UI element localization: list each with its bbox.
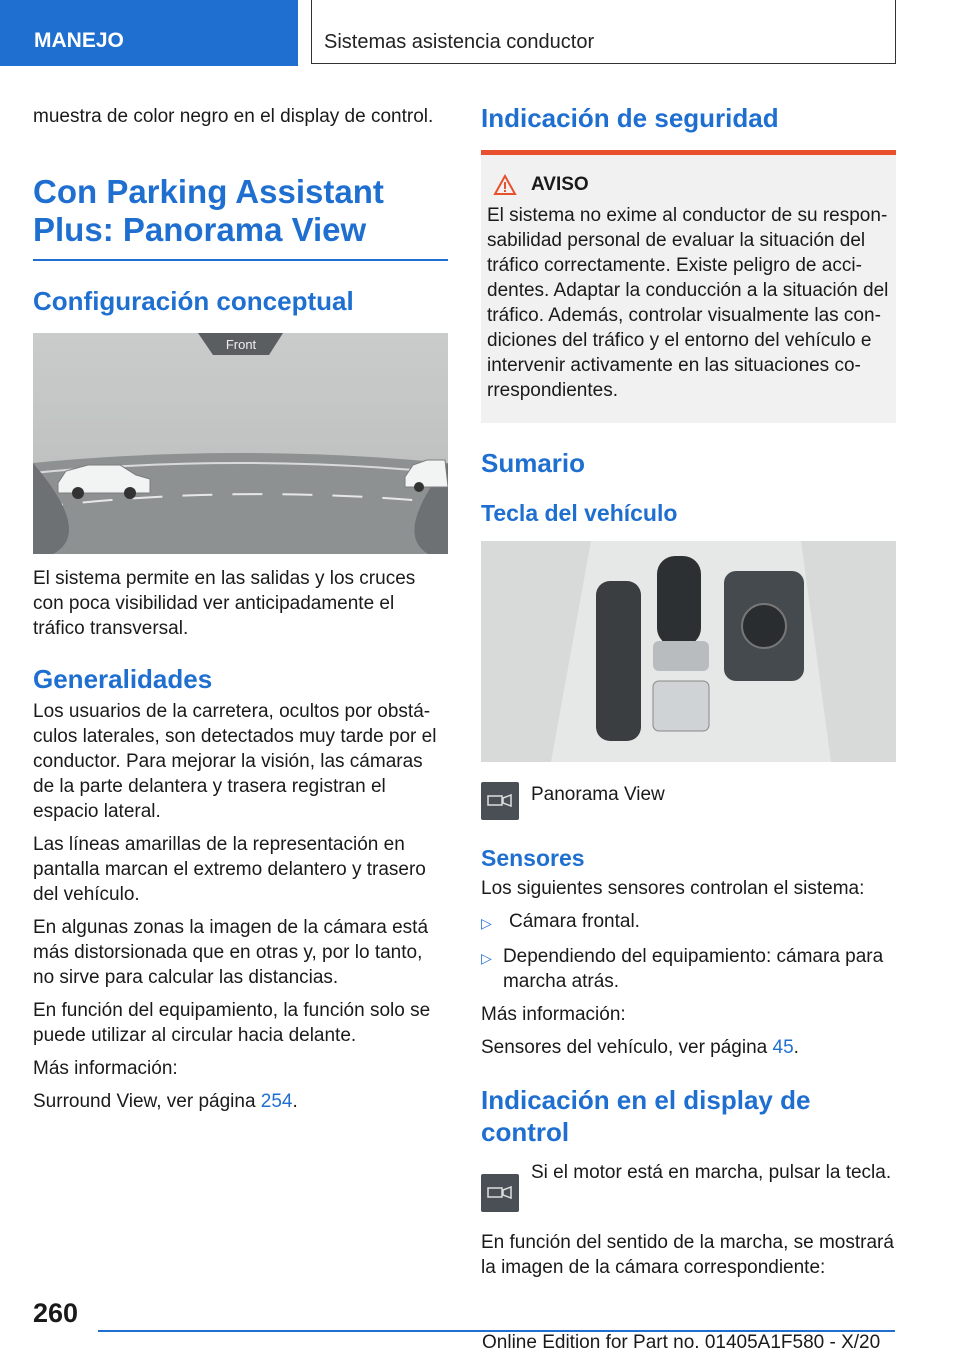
camera-view-illustration [33, 333, 448, 554]
more-info-label: Más información: [33, 1058, 178, 1079]
concept-text: El sistema permite en las salidas y los cruces con poca visibilidad ver anticipadamente el tráfico transversal. [33, 568, 416, 639]
section-tab: MANEJO [0, 0, 298, 66]
reference-line-right: Sensores del vehículo, ver página 45. [481, 1037, 799, 1058]
heading-vehicle-key: Tecla del vehículo [481, 500, 678, 526]
heading-sensors: Sensores [481, 845, 585, 871]
display-text: Si el motor está en marcha, pulsar la tecla. [531, 1162, 892, 1183]
key-row [481, 782, 896, 820]
right-column [481, 100, 896, 1280]
general-paragraph-1: Los usuarios de la carretera, ocultos por obstáculos laterales, son detectados muy tarde por el conductor. Para mejorar la visión, las cámaras de la parte delantera y trasera registran el espacio lateral. [33, 701, 437, 822]
chapter-title: Sistemas asistencia conductor [311, 0, 896, 64]
front-label: Front [225, 337, 257, 352]
page-link-right[interactable]: 45 [772, 1037, 794, 1058]
general-paragraph-2: Las líneas amarillas de la representación en pantalla marcan el extremo delantero y trasero del vehículo. [33, 834, 426, 905]
final-text: En función del sentido de la marcha, se mostrará la imagen de la cámara correspondiente: [481, 1232, 894, 1278]
left-column [33, 100, 448, 1114]
warning-box [481, 150, 896, 423]
panorama-view-button-icon [481, 782, 519, 820]
more-info-label-right: Más información: [481, 1004, 626, 1025]
bullet-arrow-icon: ▷ [481, 915, 492, 931]
panorama-view-button-icon-2 [481, 1174, 519, 1212]
general-paragraph-4: En función del equipamiento, la función solo se puede utilizar al circular hacia delante. [33, 1000, 431, 1046]
bullet-arrow-icon: ▷ [481, 950, 492, 966]
page-link[interactable]: 254 [260, 1091, 293, 1112]
general-paragraph-3: En algunas zonas la imagen de la cámara está más distorsionada que en otras y, por lo tanto, no sirve para calcular las distancias. [33, 917, 429, 988]
page-header [0, 0, 960, 66]
warning-triangle-icon [493, 174, 517, 196]
heading-display: Indicación en el display de control [481, 1085, 811, 1147]
camera-view-image [33, 333, 448, 554]
warning-title: AVISO [487, 173, 890, 197]
heading-concept: Configuración conceptual [33, 286, 354, 316]
heading-safety: Indicación de seguridad [481, 103, 779, 133]
sensor-bullet-1: ▷ Cámara frontal. [481, 909, 896, 936]
key-label: Panorama View [531, 784, 665, 805]
section-heading: Con Parking Assistant Plus: Panorama View [33, 173, 384, 248]
intro-text: muestra de color negro en el display de control. [33, 106, 434, 127]
heading-general: Generalidades [33, 664, 213, 694]
footer-edition: Online Edition for Part no. 01405A1F580 - X/20 [482, 1332, 881, 1353]
sensors-intro: Los siguientes sensores controlan el sistema: [481, 878, 865, 899]
reference-line: Surround View, ver página 254. [33, 1091, 298, 1112]
display-row [481, 1160, 896, 1212]
console-image [481, 541, 896, 762]
warning-text: El sistema no exime al conductor de su responsabilidad personal de evaluar la situación del tráfico correctamente. Existe peligro de accidentes. Adaptar la conducción a la situación del tráfico. Además, controlar visualmente las condiciones del tráfico y el entorno del vehículo e intervenir activamente en las situaciones correspondientes. [487, 205, 889, 401]
sensor-bullet-2: ▷ Dependiendo del equipamiento: cámara para marcha atrás. [481, 946, 884, 992]
center-console-illustration [481, 541, 896, 762]
section-heading-wrap [33, 173, 448, 261]
page-number: 260 [33, 1298, 79, 1328]
heading-summary: Sumario [481, 448, 586, 478]
